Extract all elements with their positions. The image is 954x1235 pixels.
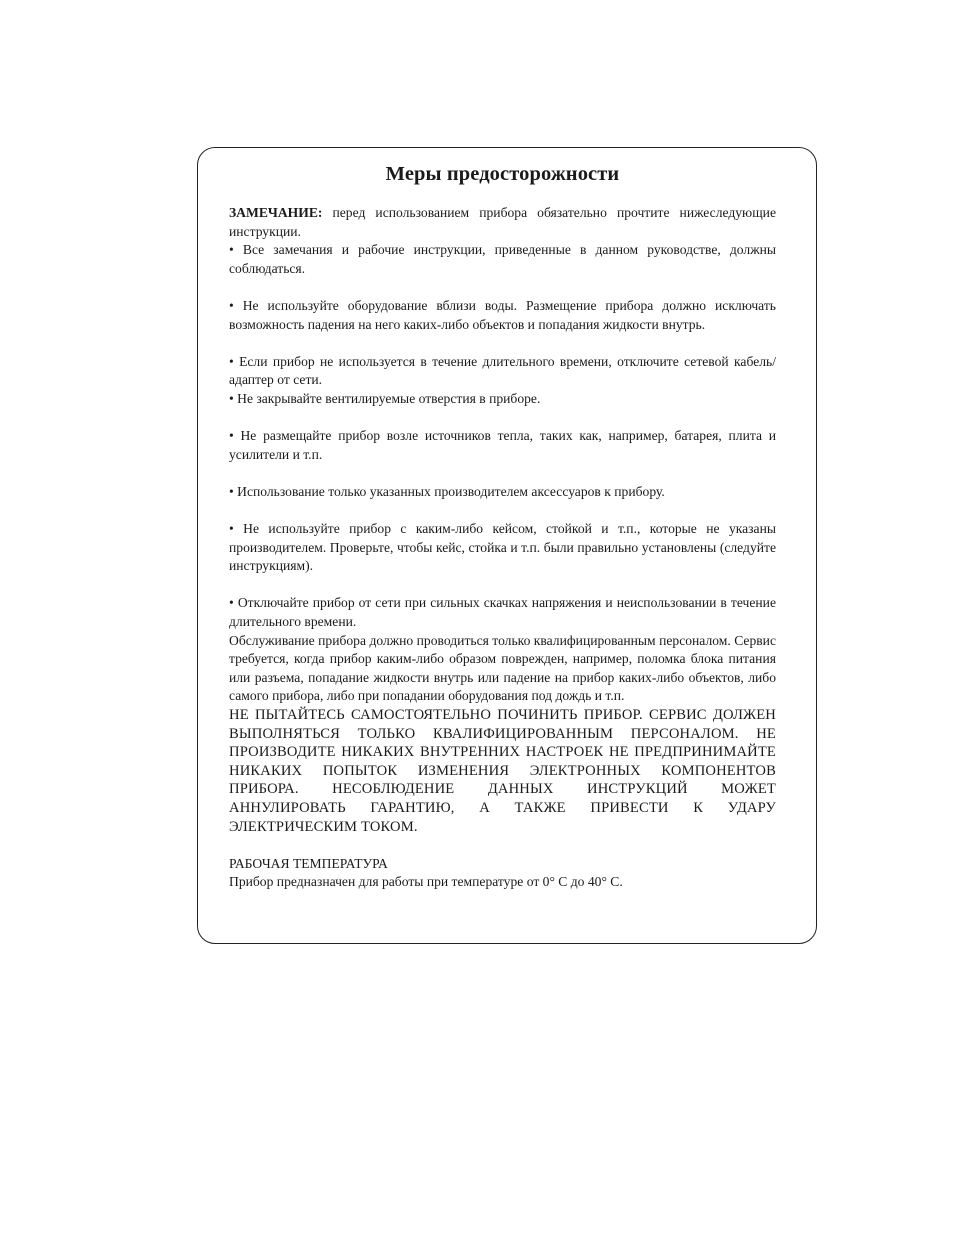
bullet-stand-case: • Не используйте прибор с каким-либо кейсом, стойкой и т.п., которые не указаны производителем. Проверьте, чтобы кейс, стойка и т.п. были правильно установлены (следуйте инструкциям). <box>229 521 776 574</box>
temperature-text: Прибор предназначен для работы при температуре от 0° С до 40° С. <box>229 874 623 890</box>
bullet-vents: • Не закрывайте вентилируемые отверстия в приборе. <box>229 390 541 406</box>
note-text: перед использованием прибора обязательно прочтите нижеследующие инструкции. <box>229 205 776 239</box>
bullet-unplug-long-time: • Если прибор не используется в течение длительного времени, отключите сетевой кабель/адаптер от сети. <box>229 353 776 388</box>
temperature-heading: РАБОЧАЯ ТЕМПЕРАТУРА <box>229 855 388 871</box>
bullet-accessories: • Использование только указанных производителем аксессуаров к прибору. <box>229 483 665 499</box>
bullet-power-surges: • Отключайте прибор от сети при сильных скачках напряжения и неиспользовании в течение длительного времени. <box>229 595 776 630</box>
service-paragraph: Обслуживание прибора должно проводиться только квалифицированным персоналом. Сервис требуется, когда прибор каким-либо образом поврежден, например, поломка блока питания или разъема, попадание жидкости внутрь или падение на прибор каких-либо объектов, либо самого прибора, либо при попадании оборудования под дождь и т.п. <box>229 632 776 704</box>
page-title: Меры предосторожности <box>385 163 620 185</box>
bullet-heat-sources: • Не размещайте прибор возле источников тепла, таких как, например, батарея, плита и усилители и т.п. <box>229 428 776 462</box>
note-paragraph <box>229 204 776 241</box>
warning-paragraph: НЕ ПЫТАЙТЕСЬ САМОСТОЯТЕЛЬНО ПОЧИНИТЬ ПРИБОР. СЕРВИС ДОЛЖЕН ВЫПОЛНЯТЬСЯ ТОЛЬКО КВАЛИФИЦИРОВАННЫМ ПЕРСОНАЛОМ. НЕ ПРОИЗВОДИТЕ НИКАКИХ ВНУТРЕННИХ НАСТРОЕК НЕ ПРЕДПРИНИМАЙТЕ НИКАКИХ ПОПЫТОК ИЗМЕНЕНИЯ ЭЛЕКТРОННЫХ КОМПОНЕНТОВ ПРИБОРА. НЕСОБЛЮДЕНИЕ ДАННЫХ ИНСТРУКЦИЙ МОЖЕТ АННУЛИРОВАТЬ ГАРАНТИЮ, А ТАКЖЕ ПРИВЕСТИ К УДАРУ ЭЛЕКТРИЧЕСКИМ ТОКОМ. <box>229 707 776 835</box>
bullet-water: • Не используйте оборудование вблизи воды. Размещение прибора должно исключать возможность падения на него каких-либо объектов и попадания жидкости внутрь. <box>229 297 776 332</box>
note-label: ЗАМЕЧАНИЕ: <box>229 205 323 220</box>
bullet-follow-instructions: • Все замечания и рабочие инструкции, приведенные в данном руководстве, должны соблюдаться. <box>229 242 776 276</box>
precautions-content <box>229 160 776 892</box>
